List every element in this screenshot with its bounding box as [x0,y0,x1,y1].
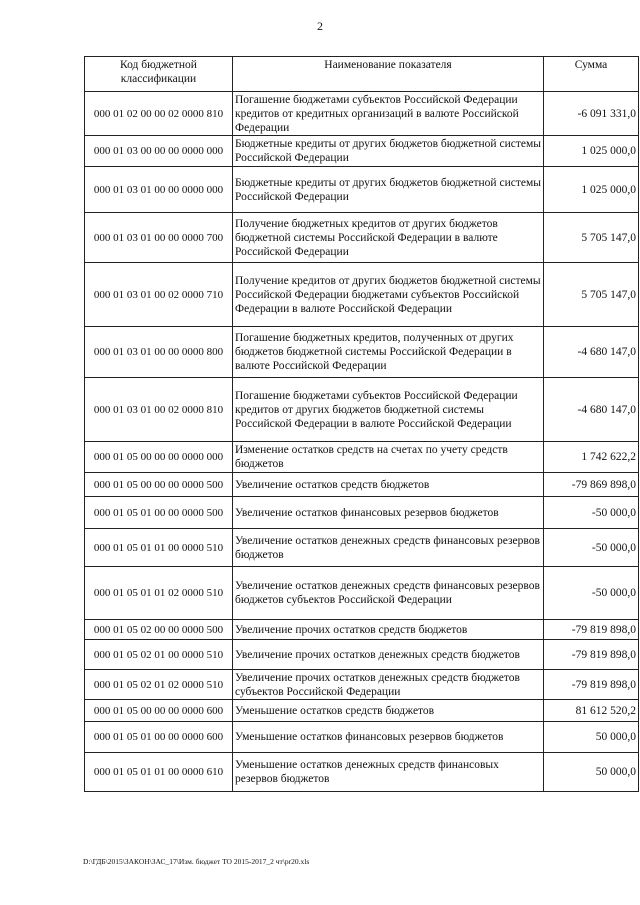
row-code: 000 01 05 01 01 00 0000 510 [85,529,233,567]
row-code: 000 01 03 01 00 00 0000 700 [85,213,233,263]
row-code: 000 01 05 02 01 02 0000 510 [85,670,233,700]
table-header-row [85,57,639,92]
header-code: Код бюджетной классификации [85,57,233,92]
row-sum: 5 705 147,0 [544,213,639,263]
row-sum: -50 000,0 [544,529,639,567]
row-code: 000 01 03 01 00 00 0000 800 [85,327,233,378]
row-name: Погашение бюджетами субъектов Российской Федерации кредитов от кредитных организаций в валюте Российской Федерации [233,92,544,136]
row-sum: 1 025 000,0 [544,167,639,213]
row-sum: -6 091 331,0 [544,92,639,136]
footer-file-path: D:\ГДБ\2015\ЗАКОН\ЗАС_17\Изм. бюджет ТО 2015-2017_2 чт\pr20.xls [83,857,310,866]
row-code: 000 01 05 00 00 00 0000 000 [85,442,233,473]
table-row [85,136,639,167]
row-name: Увеличение прочих остатков денежных средств бюджетов субъектов Российской Федерации [233,670,544,700]
row-name: Увеличение остатков средств бюджетов [233,473,544,497]
header-name: Наименование показателя [233,57,544,92]
table-row [85,753,639,792]
row-sum: 5 705 147,0 [544,263,639,327]
row-name: Увеличение остатков денежных средств финансовых резервов бюджетов субъектов Российской Федерации [233,567,544,620]
row-name: Бюджетные кредиты от других бюджетов бюджетной системы Российской Федерации [233,167,544,213]
row-name: Бюджетные кредиты от других бюджетов бюджетной системы Российской Федерации [233,136,544,167]
row-code: 000 01 05 01 01 02 0000 510 [85,567,233,620]
table-row [85,700,639,722]
row-sum: -4 680 147,0 [544,327,639,378]
row-code: 000 01 03 01 00 02 0000 810 [85,378,233,442]
row-sum: 1 742 622,2 [544,442,639,473]
row-name: Изменение остатков средств на счетах по учету средств бюджетов [233,442,544,473]
row-name: Увеличение остатков финансовых резервов бюджетов [233,497,544,529]
row-sum: 1 025 000,0 [544,136,639,167]
row-name: Увеличение прочих остатков денежных средств бюджетов [233,640,544,670]
row-name: Погашение бюджетных кредитов, полученных от других бюджетов бюджетной системы Российской Федерации в валюте Российской Федерации [233,327,544,378]
header-sum: Сумма [544,57,639,92]
page-number: 2 [317,19,323,33]
table-row [85,722,639,753]
row-code: 000 01 05 02 00 00 0000 500 [85,620,233,640]
row-code: 000 01 03 01 00 00 0000 000 [85,167,233,213]
row-code: 000 01 05 01 01 00 0000 610 [85,753,233,792]
table-row [85,378,639,442]
table-row [85,670,639,700]
row-sum: -79 819 898,0 [544,620,639,640]
row-name: Уменьшение остатков денежных средств финансовых резервов бюджетов [233,753,544,792]
table-row [85,167,639,213]
row-sum: -50 000,0 [544,497,639,529]
row-code: 000 01 05 00 00 00 0000 500 [85,473,233,497]
table-row [85,620,639,640]
budget-table [84,56,639,792]
row-sum: -79 869 898,0 [544,473,639,497]
row-name: Увеличение остатков денежных средств финансовых резервов бюджетов [233,529,544,567]
table-row [85,640,639,670]
row-name: Уменьшение остатков финансовых резервов бюджетов [233,722,544,753]
row-sum: -4 680 147,0 [544,378,639,442]
row-code: 000 01 03 00 00 00 0000 000 [85,136,233,167]
row-sum: -79 819 898,0 [544,670,639,700]
row-sum: 50 000,0 [544,722,639,753]
row-code: 000 01 03 01 00 02 0000 710 [85,263,233,327]
row-name: Получение кредитов от других бюджетов бюджетной системы Российской Федерации бюджетами субъектов Российской Федерации в валюте Российской Федерации [233,263,544,327]
row-sum: -79 819 898,0 [544,640,639,670]
table-row [85,529,639,567]
row-name: Уменьшение остатков средств бюджетов [233,700,544,722]
row-code: 000 01 05 02 01 00 0000 510 [85,640,233,670]
row-name: Получение бюджетных кредитов от других бюджетов бюджетной системы Российской Федерации в валюте Российской Федерации [233,213,544,263]
table-row [85,327,639,378]
table-row [85,497,639,529]
row-code: 000 01 05 01 00 00 0000 500 [85,497,233,529]
row-name: Увеличение прочих остатков средств бюджетов [233,620,544,640]
row-code: 000 01 05 01 00 00 0000 600 [85,722,233,753]
row-code: 000 01 05 00 00 00 0000 600 [85,700,233,722]
row-sum: 81 612 520,2 [544,700,639,722]
row-sum: 50 000,0 [544,753,639,792]
table-row [85,263,639,327]
table-row [85,567,639,620]
table-row [85,442,639,473]
table-row [85,92,639,136]
row-name: Погашение бюджетами субъектов Российской Федерации кредитов от других бюджетов бюджетной системы Российской Федерации в валюте Российской Федерации [233,378,544,442]
row-code: 000 01 02 00 00 02 0000 810 [85,92,233,136]
row-sum: -50 000,0 [544,567,639,620]
table-row [85,213,639,263]
table-row [85,473,639,497]
